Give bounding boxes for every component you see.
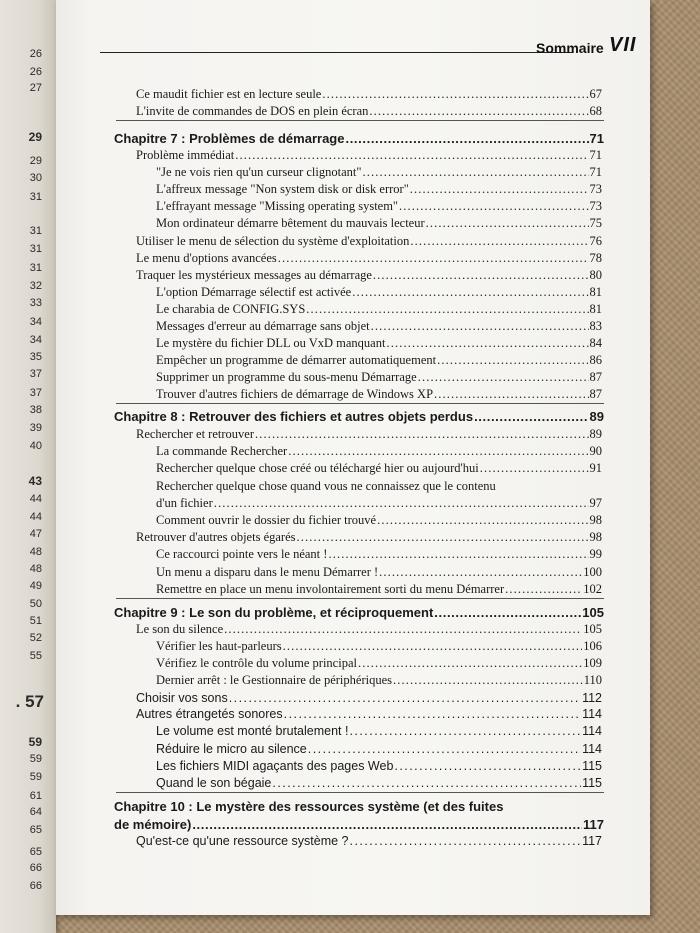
left-page-number: 59 — [29, 753, 42, 765]
left-page-number: 30 — [29, 172, 42, 184]
toc-entry — [156, 582, 602, 597]
leader-dots — [308, 742, 581, 757]
toc-entry-title: Réduire le micro au silence — [156, 742, 307, 756]
toc-page-number: 89 — [589, 427, 602, 441]
toc-entry-title: Le son du silence — [136, 622, 224, 636]
toc-page-number: 90 — [589, 444, 602, 458]
left-page-number: 65 — [29, 824, 42, 836]
toc-entry-title: Le charabia de CONFIG.SYS — [156, 302, 306, 316]
left-page-number: 65 — [29, 846, 42, 858]
toc-entry — [136, 427, 602, 442]
toc-entry — [156, 565, 602, 580]
left-page-number: 31 — [29, 225, 42, 237]
left-page-number: 52 — [29, 632, 42, 644]
toc-entry-title: Quand le son bégaie — [156, 776, 272, 790]
leader-dots — [224, 622, 582, 637]
left-page-number: 29 — [29, 155, 42, 167]
toc-entry-title: Vérifiez le contrôle du volume principal — [156, 656, 357, 670]
toc-entry — [136, 268, 602, 283]
left-page-number: 66 — [29, 880, 42, 892]
leader-dots — [306, 302, 588, 317]
toc-entry — [156, 656, 602, 671]
toc-entry — [136, 104, 602, 119]
toc-entry — [156, 370, 602, 385]
leader-dots — [480, 461, 589, 476]
left-page-number: 43 — [28, 474, 42, 488]
toc-entry-title: Qu'est-ce qu'une ressource système ? — [136, 834, 349, 848]
leader-dots — [369, 104, 588, 119]
left-page-number: 31 — [29, 191, 42, 203]
toc-page-number: 84 — [589, 336, 602, 350]
left-page-number: 32 — [29, 280, 42, 292]
toc-entry — [156, 353, 602, 368]
toc-entry-title: Problème immédiat — [136, 148, 235, 162]
toc-page-number: 98 — [589, 513, 602, 527]
toc-page-number: 105 — [583, 622, 602, 636]
left-page-number: 26 — [29, 48, 42, 60]
leader-dots — [214, 496, 589, 511]
left-page-number: 47 — [29, 528, 42, 540]
toc-entry-title: Remettre en place un menu involontairement sorti du menu Démarrer — [156, 582, 505, 596]
leader-dots — [426, 216, 589, 231]
toc-entry — [136, 707, 602, 722]
toc-page-number: 83 — [589, 319, 602, 333]
running-header-title: Sommaire — [536, 40, 604, 56]
chapter-separator — [116, 403, 604, 404]
toc-entry-title-cont: d'un fichier — [156, 496, 213, 510]
left-page-number: 31 — [29, 262, 42, 274]
toc-entry — [136, 87, 602, 102]
toc-entry — [136, 622, 602, 637]
toc-page-number: 109 — [583, 656, 602, 670]
left-page-number: . 57 — [15, 692, 44, 711]
toc-entry — [156, 479, 496, 494]
toc-entry — [156, 547, 602, 562]
toc-page-number: 80 — [589, 268, 602, 282]
toc-entry — [156, 513, 602, 528]
toc-entry-title: Autres étrangetés sonores — [136, 707, 283, 721]
toc-page-number: 81 — [589, 302, 602, 316]
toc-entry-title: Les fichiers MIDI agaçants des pages Web — [156, 759, 394, 773]
toc-entry-title: Messages d'erreur au démarrage sans objet — [156, 319, 370, 333]
toc-page-number: 71 — [589, 165, 602, 179]
left-page-number: 38 — [29, 404, 42, 416]
toc-page-number: 78 — [589, 251, 602, 265]
left-page-number: 34 — [29, 316, 42, 328]
toc-entry — [136, 834, 602, 849]
left-page-number: 59 — [29, 771, 42, 783]
toc-page-number: 100 — [583, 565, 602, 579]
toc-entry-title: Choisir vos sons — [136, 691, 228, 705]
toc-page-number: 117 — [582, 834, 602, 848]
left-page-number: 55 — [29, 650, 42, 662]
left-page-number: 51 — [29, 615, 42, 627]
toc-entry-title: Ce raccourci pointe vers le néant ! — [156, 547, 328, 561]
toc-page-number: 99 — [589, 547, 602, 561]
toc-entry — [156, 444, 602, 459]
leader-dots — [297, 530, 589, 545]
left-page-number: 40 — [29, 440, 42, 452]
leader-dots — [394, 759, 581, 774]
toc-entry — [156, 302, 602, 317]
toc-entry — [156, 639, 602, 654]
toc-chapter — [114, 799, 503, 814]
toc-entry — [156, 387, 602, 402]
leader-dots — [410, 182, 589, 197]
left-page-number: 37 — [29, 387, 42, 399]
toc-entry-title: Ce maudit fichier est en lecture seule — [136, 87, 322, 101]
toc-entry-title: L'option Démarrage sélectif est activée — [156, 285, 352, 299]
leader-dots — [434, 605, 581, 620]
left-page-number: 48 — [29, 563, 42, 575]
left-page-number: 26 — [29, 66, 42, 78]
leader-dots — [345, 131, 588, 146]
left-page-number: 50 — [29, 598, 42, 610]
toc-entry-title: L'invite de commandes de DOS en plein écran — [136, 104, 369, 118]
left-page-number: 64 — [29, 806, 42, 818]
leader-dots — [272, 776, 581, 791]
toc-page-number: 67 — [589, 87, 602, 101]
left-page-number: 48 — [29, 546, 42, 558]
toc-entry-continuation — [114, 817, 604, 832]
toc-entry — [156, 336, 602, 351]
left-page-number: 37 — [29, 368, 42, 380]
toc-page-number: 86 — [589, 353, 602, 367]
toc-entry-title: "Je ne vois rien qu'un curseur clignotant" — [156, 165, 362, 179]
left-page-number: 39 — [29, 422, 42, 434]
leader-dots — [373, 268, 589, 283]
toc-page-number: 71 — [589, 148, 602, 162]
toc-entry — [156, 165, 602, 180]
toc-entry — [156, 285, 602, 300]
left-page-number: 49 — [29, 580, 42, 592]
toc-entry — [156, 199, 602, 214]
toc-page-number: 91 — [589, 461, 602, 475]
toc-page-number: 73 — [589, 199, 602, 213]
leader-dots — [255, 427, 589, 442]
leader-dots — [474, 409, 588, 424]
toc-entry — [156, 724, 602, 739]
toc-entry-title: Mon ordinateur démarre bêtement du mauvais lecteur — [156, 216, 425, 230]
toc-entry-title: Le mystère du fichier DLL ou VxD manquant — [156, 336, 386, 350]
left-page-number: 61 — [29, 790, 42, 802]
page-number: VII — [609, 34, 637, 56]
previous-page-edge — [0, 0, 56, 933]
toc-entry-title: Chapitre 7 : Problèmes de démarrage — [114, 131, 345, 146]
chapter-separator — [116, 120, 604, 121]
chapter-separator — [116, 598, 604, 599]
left-page-number: 35 — [29, 351, 42, 363]
leader-dots — [377, 513, 588, 528]
leader-dots — [505, 582, 582, 597]
left-page-number: 34 — [29, 334, 42, 346]
toc-entry — [136, 691, 602, 706]
toc-entry-title: Rechercher et retrouver — [136, 427, 254, 441]
toc-entry — [156, 742, 602, 757]
toc-entry-title: Un menu a disparu dans le menu Démarrer ! — [156, 565, 379, 579]
left-page-number: 33 — [29, 297, 42, 309]
toc-entry-title-cont: de mémoire) — [114, 817, 192, 832]
toc-entry — [156, 776, 602, 791]
leader-dots — [322, 87, 588, 102]
toc-page-number: 106 — [583, 639, 602, 653]
toc-page-number: 115 — [582, 759, 602, 773]
table-of-contents — [56, 0, 650, 915]
toc-entry-title: Chapitre 10 : Le mystère des ressources système (et des fuites — [114, 799, 504, 814]
leader-dots — [410, 234, 588, 249]
left-page-number: 29 — [28, 130, 42, 144]
toc-entry — [156, 759, 602, 774]
leader-dots — [229, 691, 581, 706]
toc-entry — [156, 319, 602, 334]
leader-dots — [278, 251, 589, 266]
leader-dots — [350, 834, 582, 849]
toc-chapter — [114, 131, 604, 146]
toc-entry — [136, 148, 602, 163]
leader-dots — [235, 148, 588, 163]
toc-entry-title: Trouver d'autres fichiers de démarrage de Windows XP — [156, 387, 434, 401]
toc-entry — [136, 234, 602, 249]
toc-entry-title: L'effrayant message "Missing operating system" — [156, 199, 399, 213]
chapter-separator — [116, 792, 604, 793]
leader-dots — [434, 387, 588, 402]
toc-page-number: 117 — [583, 817, 604, 832]
leader-dots — [362, 165, 588, 180]
toc-page-number: 105 — [582, 605, 604, 620]
toc-page-number: 112 — [582, 691, 602, 705]
toc-page-number: 75 — [589, 216, 602, 230]
leader-dots — [349, 724, 581, 739]
toc-entry — [156, 673, 602, 688]
left-page-number: 44 — [29, 493, 42, 505]
toc-page-number: 114 — [582, 724, 602, 738]
toc-entry — [156, 461, 602, 476]
leader-dots — [379, 565, 582, 580]
toc-page-number: 114 — [582, 742, 602, 756]
toc-entry — [156, 216, 602, 231]
toc-entry-title: Chapitre 9 : Le son du problème, et réciproquement — [114, 605, 434, 620]
toc-page-number: 81 — [589, 285, 602, 299]
toc-page-number: 71 — [589, 131, 604, 146]
toc-chapter — [114, 605, 604, 620]
toc-entry-title: La commande Rechercher — [156, 444, 288, 458]
toc-entry — [136, 530, 602, 545]
toc-entry-title: L'affreux message "Non system disk or disk error" — [156, 182, 409, 196]
toc-entry-title: Utiliser le menu de sélection du système d'exploitation — [136, 234, 410, 248]
leader-dots — [371, 319, 589, 334]
toc-chapter — [114, 409, 604, 424]
leader-dots — [386, 336, 588, 351]
toc-page-number: 110 — [583, 673, 602, 687]
toc-entry-title: Dernier arrêt : le Gestionnaire de périphériques — [156, 673, 393, 687]
toc-entry-title: Rechercher quelque chose quand vous ne connaissez que le contenu — [156, 479, 496, 493]
toc-page-number: 87 — [589, 370, 602, 384]
toc-page-number: 114 — [582, 707, 602, 721]
leader-dots — [288, 444, 588, 459]
toc-page-number: 97 — [589, 496, 602, 510]
left-page-number: 59 — [28, 735, 42, 749]
book-page — [56, 0, 650, 915]
left-page-number: 44 — [29, 511, 42, 523]
toc-entry-title: Empêcher un programme de démarrer automatiquement — [156, 353, 437, 367]
leader-dots — [418, 370, 589, 385]
toc-entry-title: Chapitre 8 : Retrouver des fichiers et autres objets perdus — [114, 409, 474, 424]
leader-dots — [328, 547, 588, 562]
left-page-number: 27 — [29, 82, 42, 94]
toc-page-number: 73 — [589, 182, 602, 196]
toc-entry-title: Traquer les mystérieux messages au démarrage — [136, 268, 372, 282]
leader-dots — [284, 707, 581, 722]
leader-dots — [192, 817, 582, 832]
toc-entry-title: Supprimer un programme du sous-menu Démarrage — [156, 370, 417, 384]
toc-page-number: 98 — [589, 530, 602, 544]
toc-entry-title: Le menu d'options avancées — [136, 251, 277, 265]
toc-entry — [136, 251, 602, 266]
toc-page-number: 76 — [589, 234, 602, 248]
toc-page-number: 87 — [589, 387, 602, 401]
leader-dots — [283, 639, 583, 654]
leader-dots — [399, 199, 588, 214]
toc-entry-continuation — [156, 496, 602, 511]
toc-entry — [156, 182, 602, 197]
toc-page-number: 68 — [589, 104, 602, 118]
left-page-number: 31 — [29, 243, 42, 255]
leader-dots — [358, 656, 582, 671]
left-page-number: 66 — [29, 862, 42, 874]
toc-page-number: 89 — [589, 409, 604, 424]
toc-entry-title: Retrouver d'autres objets égarés — [136, 530, 296, 544]
toc-entry-title: Comment ouvrir le dossier du fichier trouvé — [156, 513, 377, 527]
leader-dots — [352, 285, 588, 300]
leader-dots — [393, 673, 583, 688]
toc-entry-title: Vérifier les haut-parleurs — [156, 639, 282, 653]
leader-dots — [437, 353, 588, 368]
toc-page-number: 102 — [583, 582, 602, 596]
toc-page-number: 115 — [582, 776, 602, 790]
toc-entry-title: Le volume est monté brutalement ! — [156, 724, 349, 738]
toc-entry-title: Rechercher quelque chose créé ou téléchargé hier ou aujourd'hui — [156, 461, 479, 475]
